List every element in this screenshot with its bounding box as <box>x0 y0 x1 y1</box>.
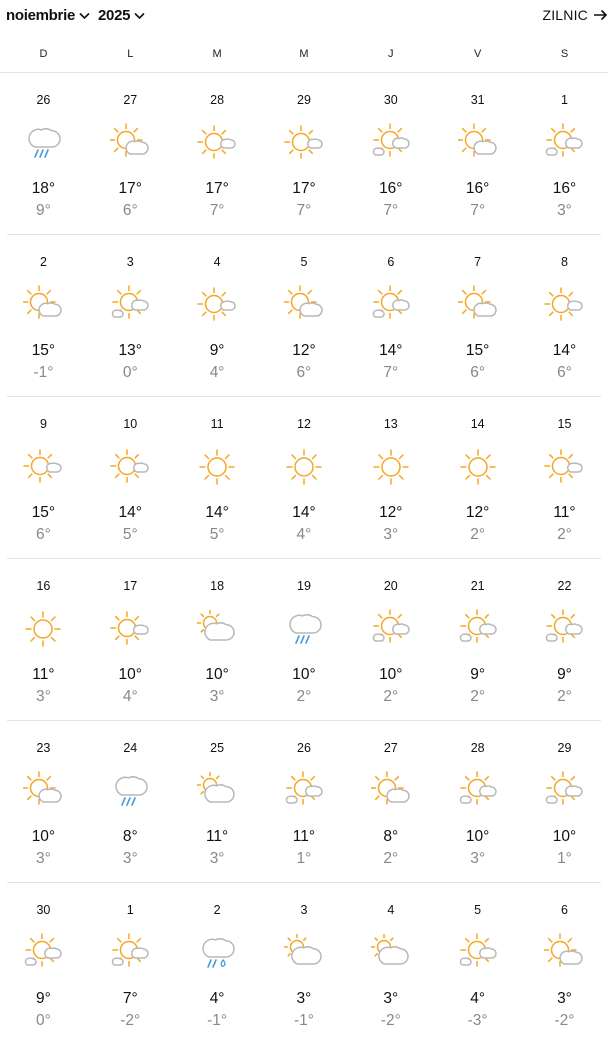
high-temperature: 10° <box>292 666 316 683</box>
low-temperature: 7° <box>209 202 225 219</box>
day-cell[interactable] <box>347 721 434 882</box>
sun-cloud-icon <box>23 771 63 811</box>
day-cell[interactable] <box>434 397 521 558</box>
sun-cloud-icon <box>284 285 324 325</box>
high-temperature: 10° <box>31 828 56 845</box>
day-cell[interactable] <box>261 883 348 1044</box>
high-temperature: 11° <box>553 504 576 521</box>
high-temperature: 16° <box>552 180 577 197</box>
day-number: 26 <box>297 741 311 755</box>
low-temperature: 3° <box>383 526 399 543</box>
daily-view-link[interactable] <box>542 7 608 23</box>
high-temperature: 14° <box>118 504 142 521</box>
day-cell[interactable] <box>434 559 521 720</box>
low-temperature: -1° <box>293 1012 314 1029</box>
low-temperature: 4° <box>122 688 138 705</box>
weekday-label: M <box>299 48 309 60</box>
high-temperature: 16° <box>379 180 403 197</box>
day-number: 3 <box>126 255 134 269</box>
weekday-label: M <box>212 48 222 60</box>
day-number: 21 <box>470 579 485 593</box>
high-temperature: 11° <box>292 828 316 845</box>
day-number: 28 <box>210 93 225 107</box>
day-cell[interactable] <box>347 235 434 396</box>
day-cell[interactable] <box>0 235 87 396</box>
day-number: 7 <box>474 255 482 269</box>
day-cell[interactable] <box>521 73 608 234</box>
low-temperature: 0° <box>36 1012 51 1029</box>
low-temperature: 3° <box>470 850 486 867</box>
high-temperature: 10° <box>205 666 229 683</box>
day-cell[interactable] <box>261 559 348 720</box>
day-cell[interactable] <box>521 559 608 720</box>
day-cell[interactable] <box>347 397 434 558</box>
day-cell[interactable] <box>87 397 174 558</box>
day-number: 8 <box>561 255 568 269</box>
day-number: 15 <box>557 417 572 431</box>
weekday-label: L <box>127 48 134 60</box>
low-temperature: 6° <box>557 364 572 381</box>
day-number: 22 <box>557 579 572 593</box>
day-cell[interactable] <box>434 721 521 882</box>
weekday-label: V <box>473 48 482 60</box>
high-temperature: 11° <box>205 828 229 845</box>
day-number: 30 <box>36 903 51 917</box>
day-number: 28 <box>470 741 485 755</box>
high-temperature: 10° <box>118 666 142 683</box>
daily-view-label: ZILNIC <box>542 7 588 23</box>
day-number: 20 <box>383 579 398 593</box>
sun-clouds-icon <box>110 285 150 325</box>
day-cell[interactable] <box>174 397 261 558</box>
high-temperature: 8° <box>122 828 138 845</box>
cloudy-sun-icon <box>284 933 324 973</box>
high-temperature: 3° <box>296 990 312 1007</box>
rain-icon <box>110 771 150 811</box>
high-temperature: 14° <box>292 504 316 521</box>
low-temperature: 6° <box>296 364 312 381</box>
low-temperature: 6° <box>470 364 486 381</box>
day-cell[interactable] <box>521 397 608 558</box>
day-cell[interactable] <box>87 235 174 396</box>
week-row <box>7 235 601 397</box>
day-cell[interactable] <box>0 883 87 1044</box>
day-cell[interactable] <box>521 721 608 882</box>
rain-icon <box>284 609 324 649</box>
sun-clouds-icon <box>458 771 498 811</box>
sun-icon <box>284 447 324 487</box>
day-number: 10 <box>123 417 138 431</box>
sun-small-cloud-icon <box>544 447 584 487</box>
sun-cloud-icon <box>23 285 63 325</box>
day-cell[interactable] <box>0 559 87 720</box>
low-temperature: 2° <box>383 688 399 705</box>
high-temperature: 10° <box>379 666 403 683</box>
cloudy-sun-icon <box>197 771 237 811</box>
sun-small-cloud-icon <box>110 609 150 649</box>
low-temperature: -1° <box>207 1012 228 1029</box>
low-temperature: 3° <box>209 688 225 705</box>
low-temperature: 2° <box>557 688 572 705</box>
day-number: 4 <box>213 255 221 269</box>
day-cell[interactable] <box>87 883 174 1044</box>
day-number: 9 <box>39 417 47 431</box>
low-temperature: 5° <box>122 526 138 543</box>
low-temperature: 9° <box>36 202 51 219</box>
day-cell[interactable] <box>87 73 174 234</box>
day-cell[interactable] <box>87 721 174 882</box>
low-temperature: 5° <box>209 526 225 543</box>
sun-cloud-icon <box>110 123 150 163</box>
sun-icon <box>458 447 498 487</box>
sun-small-cloud-icon <box>23 447 63 487</box>
month-label: noiembrie <box>6 7 75 24</box>
high-temperature: 12° <box>465 504 490 521</box>
day-number: 6 <box>387 255 395 269</box>
day-number: 14 <box>470 417 485 431</box>
day-number: 12 <box>297 417 311 431</box>
low-temperature: -2° <box>554 1012 575 1029</box>
day-number: 1 <box>561 93 568 107</box>
day-number: 25 <box>210 741 225 755</box>
high-temperature: 12° <box>379 504 403 521</box>
high-temperature: 4° <box>209 990 225 1007</box>
day-number: 17 <box>123 579 138 593</box>
day-number: 6 <box>561 903 568 917</box>
day-number: 30 <box>383 93 398 107</box>
high-temperature: 9° <box>557 666 572 683</box>
month-selector[interactable] <box>6 7 98 24</box>
high-temperature: 15° <box>31 342 56 359</box>
weekday-header-row <box>0 34 608 73</box>
low-temperature: 1° <box>296 850 312 867</box>
day-cell[interactable] <box>521 883 608 1044</box>
cloudy-sun-icon <box>371 933 411 973</box>
sleet-icon <box>197 933 237 973</box>
sun-clouds-icon <box>458 609 498 649</box>
day-cell[interactable] <box>261 397 348 558</box>
sun-clouds-icon <box>544 609 584 649</box>
chevron-down-icon <box>79 12 90 20</box>
sun-icon <box>23 609 63 649</box>
sun-cloud-icon <box>544 933 584 973</box>
low-temperature: -1° <box>33 364 54 381</box>
high-temperature: 14° <box>205 504 229 521</box>
day-number: 26 <box>36 93 51 107</box>
day-cell[interactable] <box>0 73 87 234</box>
weekday-label: S <box>560 48 569 60</box>
high-temperature: 9° <box>209 342 225 359</box>
arrow-right-icon <box>593 9 608 21</box>
day-cell[interactable] <box>521 235 608 396</box>
day-number: 1 <box>126 903 134 917</box>
high-temperature: 4° <box>470 990 486 1007</box>
high-temperature: 18° <box>31 180 56 197</box>
week-row <box>7 559 601 721</box>
day-cell[interactable] <box>174 73 261 234</box>
sun-icon <box>371 447 411 487</box>
high-temperature: 9° <box>470 666 486 683</box>
high-temperature: 17° <box>118 180 142 197</box>
high-temperature: 15° <box>465 342 490 359</box>
high-temperature: 10° <box>552 828 577 845</box>
month-year-selectors <box>6 7 153 24</box>
year-selector[interactable] <box>98 7 153 24</box>
sun-clouds-icon <box>23 933 63 973</box>
day-number: 16 <box>36 579 51 593</box>
low-temperature: 0° <box>122 364 138 381</box>
low-temperature: 7° <box>383 202 399 219</box>
day-number: 13 <box>383 417 398 431</box>
calendar-header <box>0 0 608 34</box>
low-temperature: 2° <box>470 526 486 543</box>
cloudy-sun-icon <box>197 609 237 649</box>
day-cell[interactable] <box>434 235 521 396</box>
high-temperature: 7° <box>122 990 138 1007</box>
day-number: 2 <box>39 255 47 269</box>
calendar-grid <box>0 73 608 1044</box>
low-temperature: 3° <box>122 850 138 867</box>
low-temperature: 6° <box>122 202 138 219</box>
sun-clouds-icon <box>371 609 411 649</box>
day-cell[interactable] <box>261 73 348 234</box>
low-temperature: 3° <box>209 850 225 867</box>
day-cell[interactable] <box>0 721 87 882</box>
sun-clouds-icon <box>371 123 411 163</box>
low-temperature: -3° <box>467 1012 488 1029</box>
low-temperature: 2° <box>557 526 572 543</box>
day-number: 27 <box>383 741 398 755</box>
low-temperature: 2° <box>383 850 399 867</box>
low-temperature: 3° <box>36 688 51 705</box>
low-temperature: -2° <box>380 1012 401 1029</box>
weekday-label: D <box>39 48 48 60</box>
sun-cloud-icon <box>458 285 498 325</box>
low-temperature: 3° <box>36 850 51 867</box>
day-cell[interactable] <box>261 235 348 396</box>
day-cell[interactable] <box>347 73 434 234</box>
sun-clouds-icon <box>544 123 584 163</box>
sun-small-cloud-icon <box>197 285 237 325</box>
day-number: 23 <box>36 741 51 755</box>
high-temperature: 3° <box>383 990 399 1007</box>
low-temperature: 1° <box>557 850 572 867</box>
high-temperature: 3° <box>557 990 572 1007</box>
chevron-down-icon <box>134 12 145 20</box>
day-cell[interactable] <box>347 559 434 720</box>
year-label: 2025 <box>97 7 131 24</box>
day-number: 29 <box>297 93 311 107</box>
high-temperature: 15° <box>31 504 56 521</box>
high-temperature: 17° <box>292 180 316 197</box>
day-number: 27 <box>123 93 138 107</box>
day-number: 11 <box>210 417 224 431</box>
day-number: 2 <box>213 903 221 917</box>
low-temperature: 2° <box>296 688 312 705</box>
day-cell[interactable] <box>174 883 261 1044</box>
day-number: 19 <box>297 579 311 593</box>
sun-clouds-icon <box>458 933 498 973</box>
day-cell[interactable] <box>174 559 261 720</box>
low-temperature: 7° <box>470 202 486 219</box>
day-cell[interactable] <box>347 883 434 1044</box>
high-temperature: 14° <box>552 342 577 359</box>
low-temperature: -2° <box>120 1012 141 1029</box>
sun-icon <box>197 447 237 487</box>
high-temperature: 13° <box>118 342 142 359</box>
day-cell[interactable] <box>174 721 261 882</box>
day-number: 18 <box>210 579 225 593</box>
day-number: 5 <box>474 903 482 917</box>
sun-small-cloud-icon <box>544 285 584 325</box>
sun-small-cloud-icon <box>110 447 150 487</box>
day-cell[interactable] <box>434 73 521 234</box>
day-number: 4 <box>387 903 395 917</box>
day-cell[interactable] <box>174 235 261 396</box>
weekday-label: J <box>388 48 394 60</box>
week-row <box>7 721 601 883</box>
high-temperature: 10° <box>465 828 490 845</box>
low-temperature: 6° <box>36 526 51 543</box>
sun-clouds-icon <box>371 285 411 325</box>
day-cell[interactable] <box>261 721 348 882</box>
high-temperature: 16° <box>465 180 490 197</box>
sun-small-cloud-icon <box>284 123 324 163</box>
low-temperature: 7° <box>296 202 312 219</box>
day-number: 5 <box>300 255 308 269</box>
high-temperature: 11° <box>32 666 55 683</box>
low-temperature: 4° <box>296 526 312 543</box>
high-temperature: 9° <box>36 990 51 1007</box>
day-number: 3 <box>300 903 308 917</box>
day-cell[interactable] <box>434 883 521 1044</box>
day-cell[interactable] <box>87 559 174 720</box>
high-temperature: 12° <box>292 342 316 359</box>
sun-clouds-icon <box>284 771 324 811</box>
rain-icon <box>23 123 63 163</box>
week-row <box>7 73 601 235</box>
day-number: 24 <box>123 741 138 755</box>
day-number: 29 <box>557 741 572 755</box>
day-cell[interactable] <box>0 397 87 558</box>
sun-small-cloud-icon <box>197 123 237 163</box>
low-temperature: 3° <box>557 202 572 219</box>
high-temperature: 17° <box>205 180 229 197</box>
week-row <box>7 883 601 1044</box>
low-temperature: 7° <box>383 364 399 381</box>
high-temperature: 8° <box>383 828 399 845</box>
high-temperature: 14° <box>379 342 403 359</box>
low-temperature: 4° <box>209 364 225 381</box>
sun-cloud-icon <box>371 771 411 811</box>
sun-clouds-icon <box>544 771 584 811</box>
low-temperature: 2° <box>470 688 486 705</box>
sun-cloud-icon <box>458 123 498 163</box>
day-number: 31 <box>470 93 485 107</box>
week-row <box>7 397 601 559</box>
sun-clouds-icon <box>110 933 150 973</box>
